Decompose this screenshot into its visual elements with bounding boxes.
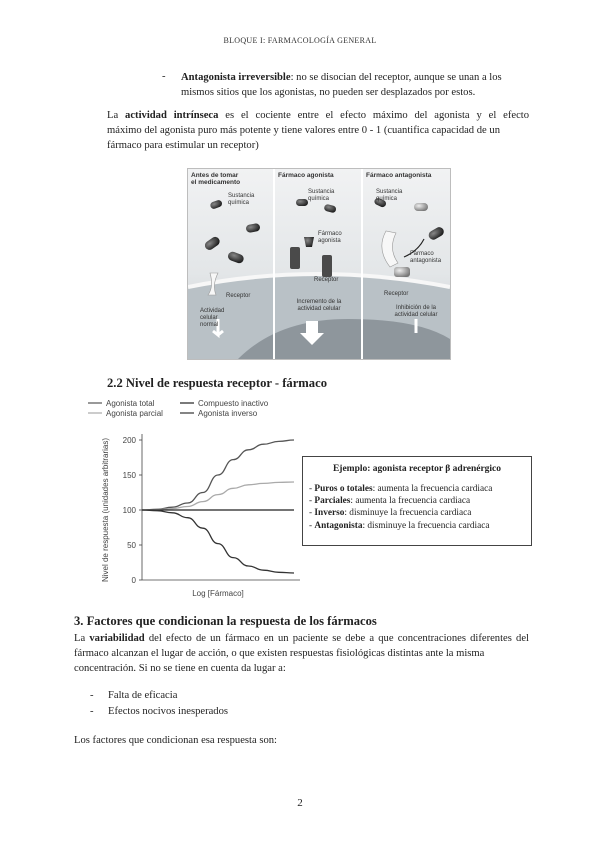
panel1-title-line1: Antes de tomar [191, 172, 239, 179]
bullet-antagonist-line2: mismos sitios que los agonistas, no pueden ser desplazados por estos. [181, 87, 476, 98]
term-antagonist-irreversible: Antagonista irreversible [181, 72, 291, 83]
intrinsic-text1: es el cociente entre el efecto máximo del agonista y el efecto [218, 110, 530, 121]
panel1-label-receptor: Receptor [226, 293, 251, 299]
intrinsic-line2: máximo del agonista puro más potente y tiene valores entre 0 - 1 (cuantifica capacidad de un [107, 125, 500, 136]
panel2-label-increase: Incremento de la actividad celular [296, 299, 342, 312]
consequence-item-efficacy: Falta de eficacia [108, 690, 178, 701]
variability-line2: fármaco alcanzan el lugar de acción, o que existen respuestas fisiológicas distintas ante la misma [74, 648, 485, 659]
variability-line1 [74, 632, 529, 647]
example-item-term: Puros o totales [314, 484, 373, 494]
section-3-title: 3. Factores que condicionan la respuesta de los fármacos [74, 614, 377, 628]
intrinsic-line1 [107, 109, 529, 124]
example-item-inverse [309, 507, 531, 519]
panel3-label-antagonist: Fármaco antagonista [410, 251, 442, 264]
example-item-dash: - [309, 496, 315, 507]
receptor-figure [187, 168, 451, 360]
y-tick-label: 150 [122, 471, 136, 480]
example-item-dash: - [309, 508, 315, 519]
consequence-item-harmful: Efectos nocivos inesperados [108, 706, 229, 717]
intrinsic-lead: La [107, 110, 126, 121]
y-tick-label: 100 [122, 506, 136, 515]
panel3-label-inhibition: Inhibición de la actividad celular [394, 305, 438, 318]
legend-label: Compuesto inactivo [198, 399, 269, 408]
x-axis-label: Log [Fármaco] [192, 589, 244, 598]
chart-axes [101, 434, 300, 598]
legend-label: Agonista inverso [198, 409, 258, 418]
intrinsic-line3: fármaco para estimular un receptor) [107, 140, 259, 151]
y-axis-label: Nivel de respuesta (unidades arbitrarias) [101, 437, 110, 583]
example-item-partial [309, 495, 531, 507]
example-box [302, 456, 532, 546]
term-variability: variabilidad [89, 633, 145, 644]
variability-lead: La [74, 633, 90, 644]
example-item-text: : disminuye la frecuencia cardiaca [344, 508, 472, 519]
example-item-term: Parciales [314, 496, 351, 507]
response-chart [84, 394, 306, 604]
panel2-label-agonist: Fármaco agonista [318, 231, 342, 244]
series-line-agonista-parcial [142, 482, 294, 510]
example-box-list [309, 483, 531, 532]
series-line-agonista-total [142, 440, 294, 510]
section-2-2-title: 2.2 Nivel de respuesta receptor - fármaco [107, 376, 327, 390]
example-item-text: : aumenta la frecuencia cardiaca [350, 496, 471, 507]
bullet-antagonist-text: : no se disocian del receptor, aunque se unan a los [290, 72, 502, 83]
legend-label: Agonista parcial [106, 409, 163, 418]
panel3-label-receptor: Receptor [384, 291, 409, 297]
example-item-text: : disminuye la frecuencia cardiaca [362, 520, 490, 531]
running-header: BLOQUE I: FARMACOLOGÍA GENERAL [223, 36, 377, 45]
example-item-term: Inverso [314, 508, 345, 519]
bullet-antagonist-line1 [181, 71, 529, 86]
panel2-title: Fármaco agonista [278, 172, 334, 179]
term-intrinsic-activity: actividad intrínseca [125, 110, 219, 121]
panel1-label-substance: Sustancia química [228, 193, 255, 206]
y-tick-label: 200 [122, 436, 136, 445]
legend-label: Agonista total [106, 399, 155, 408]
page-number: 2 [297, 797, 303, 809]
y-tick-label: 0 [131, 576, 136, 585]
y-tick-label: 50 [127, 541, 136, 550]
panel1-title [191, 172, 240, 186]
example-item-dash: - [309, 484, 315, 494]
panel1-label-activity: Actividad celular normal [200, 308, 225, 328]
factors-intro: Los factores que condicionan esa respuesta son: [74, 735, 277, 746]
variability-line3: concentración. Si no se tiene en cuenta da lugar a: [74, 663, 286, 674]
consequence-dash: - [90, 690, 94, 701]
example-item-antagonist [309, 520, 531, 532]
panel2-label-receptor: Receptor [314, 277, 339, 283]
panel3-title: Fármaco antagonista [366, 172, 432, 179]
variability-text1: del efecto de un fármaco en un paciente se debe a que concentraciones diferentes del [144, 633, 529, 644]
chart-series [142, 440, 294, 573]
example-item-pure [309, 483, 531, 495]
example-item-text: : aumenta la frecuencia cardiaca [372, 484, 493, 494]
example-item-term: Antagonista [314, 520, 363, 531]
chart-legend [88, 399, 269, 418]
series-line-agonista-inverso [142, 510, 294, 573]
example-item-dash: - [309, 520, 315, 531]
panel1-title-line2: el medicamento [191, 179, 241, 186]
example-box-title: Ejemplo: agonista receptor β adrenérgico [332, 464, 502, 474]
consequence-dash: - [90, 706, 94, 717]
panel3-label-substance: Sustancia química [376, 189, 403, 202]
panel2-label-substance: Sustancia química [308, 189, 335, 202]
bullet-dash: - [162, 71, 166, 82]
